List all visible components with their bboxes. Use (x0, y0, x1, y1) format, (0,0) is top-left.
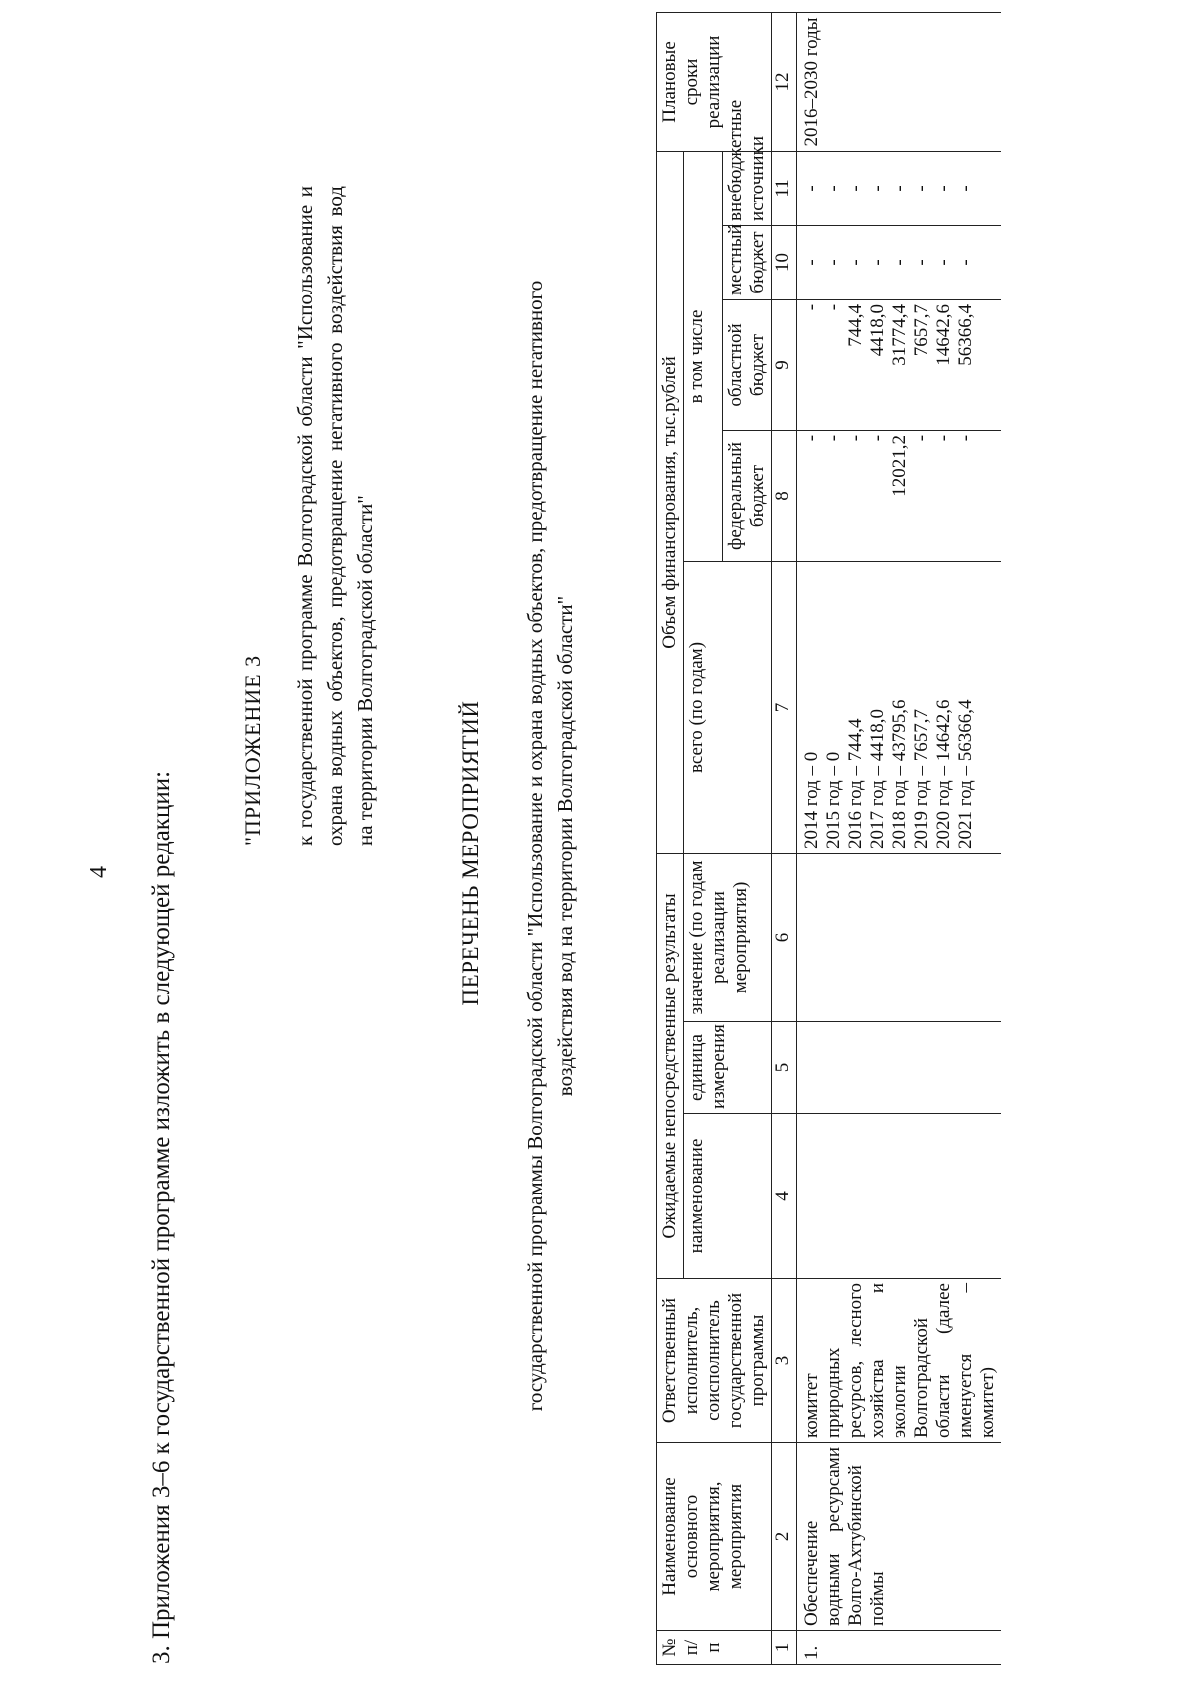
extra-value: - (823, 185, 844, 192)
local-value: - (933, 259, 954, 266)
header-including: в том числе (684, 151, 723, 561)
year-total: 2021 год – 56366,4 (955, 699, 976, 849)
regional-value: 7657,7 (911, 303, 932, 357)
header-funding: Объем финансирования, тыс.рублей (657, 151, 684, 853)
row-local (797, 225, 1002, 299)
extra-value: - (933, 185, 954, 192)
measures-table (656, 12, 1001, 1665)
federal-value: - (823, 434, 844, 442)
year-total: 2017 год – 4418,0 (867, 709, 888, 849)
year-total: 2016 год – 744,4 (845, 718, 866, 849)
header-extra: внебюджетные источники (723, 151, 772, 225)
row-name: Обеспечение водными ресурсами Волго-Ахтубинской поймы (797, 1443, 1002, 1631)
extra-value: - (867, 185, 888, 192)
year-total: 2015 год – 0 (823, 751, 844, 849)
federal-value: - (801, 434, 822, 442)
row-result-unit (797, 1022, 1002, 1114)
header-total: всего (по годам) (684, 561, 772, 853)
year-total: 2020 год – 14642,6 (933, 699, 954, 849)
extra-value: - (955, 185, 976, 192)
col-number: 6 (772, 853, 797, 1021)
local-value: - (823, 259, 844, 266)
list-subtitle: государственной программы Волгоградской области "Использование и охрана водных объектов, предотвращение негативного воздействия вод на территории Волгоградской области" (523, 280, 577, 1412)
regional-value: 4418,0 (867, 303, 888, 357)
row-federal (797, 430, 1002, 561)
header-name: Наименование основного мероприятия, мероприятия (657, 1443, 772, 1631)
local-value: - (867, 259, 888, 266)
header-result-value: значение (по годам реализации мероприятия) (684, 853, 772, 1021)
header-regional: областной бюджет (723, 299, 772, 430)
federal-value: - (867, 434, 888, 442)
col-number: 2 (772, 1443, 797, 1631)
col-number: 1 (772, 1631, 797, 1665)
row-total-by-years (797, 561, 1002, 853)
regional-value: 31774,4 (889, 303, 910, 366)
regional-value: - (801, 303, 822, 311)
federal-value: - (933, 434, 954, 442)
extra-value: - (911, 185, 932, 192)
header-federal: федеральный бюджет (723, 430, 772, 561)
intro-paragraph: 3. Приложения 3–6 к государственной программе изложить в следующей редакции: (148, 770, 175, 1664)
extra-value: - (845, 185, 866, 192)
federal-value: - (845, 434, 866, 442)
header-num: № п/п (657, 1631, 772, 1665)
column-number-row (772, 12, 797, 1664)
col-number: 5 (772, 1022, 797, 1114)
header-result-name: наименование (684, 1114, 772, 1279)
row-extra (797, 151, 1002, 225)
col-number: 9 (772, 299, 797, 430)
header-result-unit: единица измерения (684, 1022, 772, 1114)
year-total: 2014 год – 0 (801, 751, 822, 849)
header-local: местный бюджет (723, 225, 772, 299)
federal-value: - (955, 434, 976, 442)
row-responsible: комитет природных ресурсов, лесного хозяйства и экологии Волгоградской области (далее именуется – комитет) (797, 1279, 1002, 1443)
extra-value: - (801, 185, 822, 192)
regional-value: - (823, 303, 844, 311)
col-number: 11 (772, 151, 797, 225)
federal-value: - (911, 434, 932, 442)
col-number: 3 (772, 1279, 797, 1443)
local-value: - (845, 259, 866, 266)
local-value: - (801, 259, 822, 266)
header-terms: Плановые сроки реализации (657, 12, 772, 151)
header-expected-results: Ожидаемые непосредственные результаты (657, 853, 684, 1278)
header-responsible: Ответственный исполнитель, соисполнитель государственной программы (657, 1279, 772, 1443)
local-value: - (911, 259, 932, 266)
row-num: 1. (797, 1631, 1002, 1665)
col-number: 8 (772, 430, 797, 561)
federal-value: 12021,2 (889, 434, 910, 497)
row-terms: 2016–2030 годы (797, 12, 1002, 151)
col-number: 12 (772, 12, 797, 151)
row-regional (797, 299, 1002, 430)
extra-value: - (889, 185, 910, 192)
local-value: - (955, 259, 976, 266)
regional-value: 14642,6 (933, 303, 954, 366)
row-result-value (797, 853, 1002, 1021)
regional-value: 56366,4 (955, 303, 976, 366)
col-number: 4 (772, 1114, 797, 1279)
row-result-name (797, 1114, 1002, 1279)
page-number: 4 (86, 866, 112, 878)
appendix-reference: к государственной программе Волгоградской области "Использование и охрана водных объектов, предотвращение негативного воздействия вод на территории Волгоградской области" (293, 186, 377, 846)
appendix-title: "ПРИЛОЖЕНИЕ 3 (240, 654, 265, 846)
local-value: - (889, 259, 910, 266)
col-number: 7 (772, 561, 797, 853)
year-total: 2019 год – 7657,7 (911, 709, 932, 849)
year-total: 2018 год – 43795,6 (889, 699, 910, 849)
regional-value: 744,4 (845, 303, 866, 347)
table-row (797, 12, 1002, 1664)
list-title: ПЕРЕЧЕНЬ МЕРОПРИЯТИЙ (458, 700, 483, 1006)
col-number: 10 (772, 225, 797, 299)
